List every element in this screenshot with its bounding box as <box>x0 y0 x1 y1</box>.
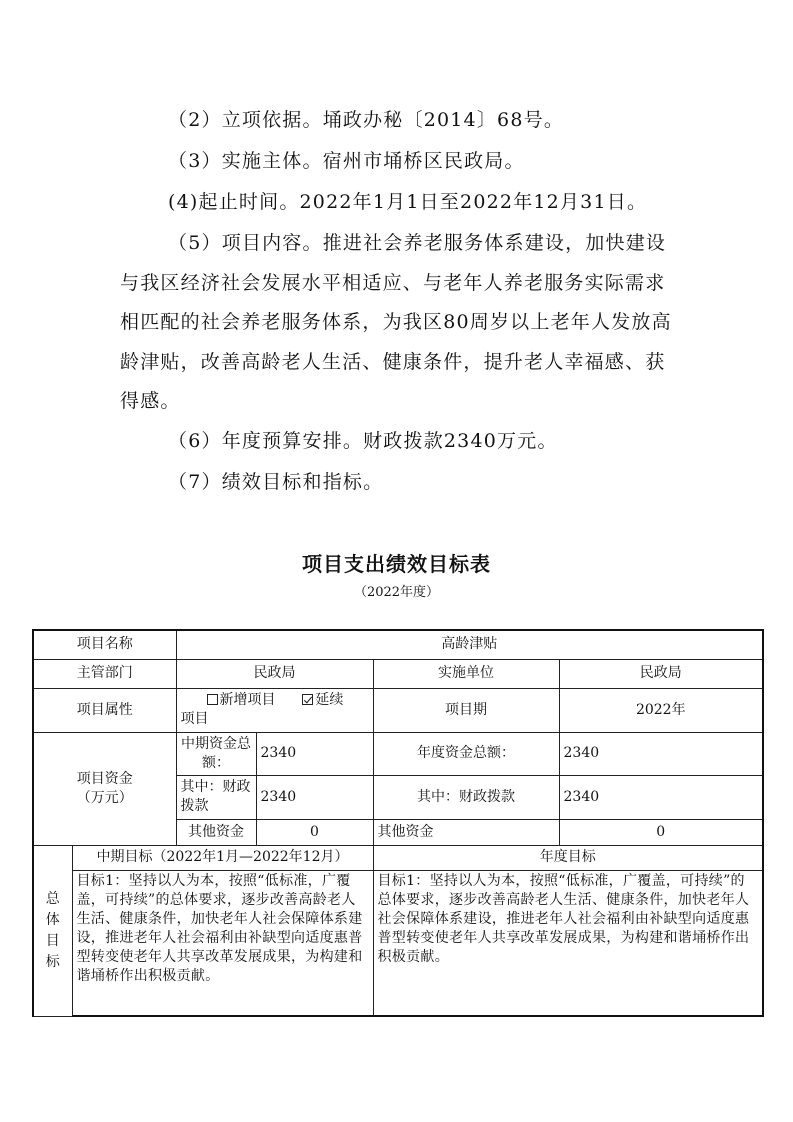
annual-other-label: 其他资金 <box>373 819 559 845</box>
overall-goal-label-cell <box>33 845 72 1016</box>
attr-continue-label: 延续 <box>315 692 344 708</box>
annual-total-label: 年度资金总额： <box>373 732 559 775</box>
mid-other-value: 0 <box>256 819 373 845</box>
project-attr-value <box>176 688 373 732</box>
annual-goal-cell <box>373 870 763 1016</box>
project-attr-label: 项目属性 <box>33 688 176 732</box>
checkbox-new-project[interactable] <box>207 694 218 705</box>
funds-label: 项目资金 <box>76 770 133 787</box>
annual-goal-text: 目标1：坚持以人为本，按照“低标准，广覆盖，可持续”的总体要求，逐步改善高龄老人生活、健康条件，加快老年人社会保障体系建设，推进老年人社会福利由补缺型向适度惠普型转变使老年人共享改革发展成果，为构建和谐埇桥作出积极贡献。 <box>377 872 750 965</box>
checkbox-continue-project[interactable] <box>302 694 313 705</box>
table-title: 项目支出绩效目标表 <box>302 552 491 576</box>
paragraph-goals: （7）绩效目标和指标。 <box>168 471 384 493</box>
mid-fiscal-value: 2340 <box>256 775 373 819</box>
attr-continue-label-cont: 项目 <box>180 711 209 727</box>
mid-other-label: 其他资金 <box>176 819 256 845</box>
table-subtitle: （2022年度） <box>353 585 440 600</box>
paragraph-basis: （2）立项依据。埇政办秘〔2014〕68号。 <box>168 109 565 131</box>
dept-label: 主管部门 <box>33 659 176 688</box>
mid-goal-text: 目标1：坚持以人为本，按照“低标准，广覆盖，可持续”的总体要求，逐步改善高龄老人生活、健康条件，加快老年人社会保障体系建设，推进老年人社会福利由补缺型向适度惠普型转变使老年人共享改革发展成果，为构建和谐埇桥作出积极贡献。 <box>76 872 363 984</box>
funds-label-cell <box>33 732 176 845</box>
overall-goal-label: 总体目标 <box>45 890 60 970</box>
paragraph-implementer: （3）实施主体。宿州市埇桥区民政局。 <box>168 150 525 172</box>
mid-goal-header: 中期目标（2022年1月—2022年12月） <box>72 845 373 870</box>
attr-new-label: 新增项目 <box>219 692 276 708</box>
paragraph-content: （5）项目内容。推进社会养老服务体系建设，加快建设与我区经济社会发展水平相适应、与老年人养老服务实际需求相匹配的社会养老服务体系，为我区80周岁以上老年人发放高龄津贴，改善高龄老人生活、健康条件，提升老人幸福感、获得感。 <box>120 232 672 412</box>
funds-unit: （万元） <box>76 789 133 806</box>
annual-total-value: 2340 <box>559 732 763 775</box>
impl-unit-value: 民政局 <box>559 659 763 688</box>
mid-goal-cell <box>72 870 373 1016</box>
mid-total-label: 中期资金总额： <box>176 732 256 775</box>
project-period-label: 项目期 <box>373 688 559 732</box>
annual-goal-header: 年度目标 <box>373 845 763 870</box>
annual-fiscal-label: 其中：财政拨款 <box>373 775 559 819</box>
project-name-label: 项目名称 <box>33 630 176 659</box>
impl-unit-label: 实施单位 <box>373 659 559 688</box>
paragraph-period: (4)起止时间。2022年1月1日至2022年12月31日。 <box>168 191 648 213</box>
mid-fiscal-label: 其中：财政拨款 <box>176 775 256 819</box>
mid-total-value: 2340 <box>256 732 373 775</box>
annual-other-value: 0 <box>559 819 763 845</box>
project-period-value: 2022年 <box>559 688 763 732</box>
dept-value: 民政局 <box>176 659 373 688</box>
project-name-value: 高龄津贴 <box>176 630 763 659</box>
paragraph-budget: （6）年度预算安排。财政拨款2340万元。 <box>168 430 558 452</box>
annual-fiscal-value: 2340 <box>559 775 763 819</box>
performance-goal-table <box>32 629 764 1017</box>
